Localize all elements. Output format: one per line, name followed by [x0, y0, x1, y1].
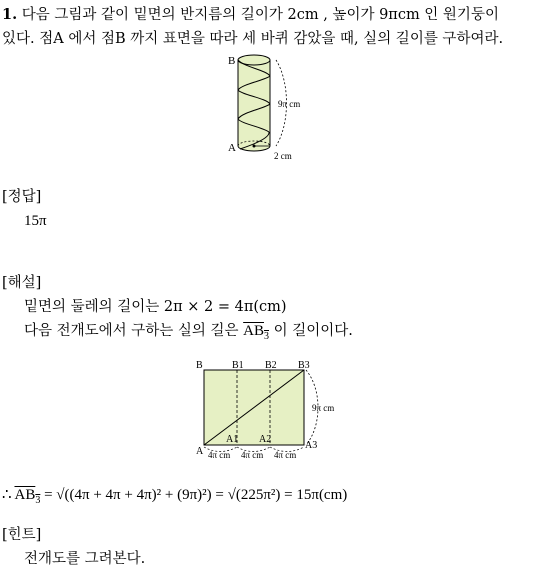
net-label-b: B: [196, 360, 203, 371]
problem-number: 1.: [2, 6, 18, 23]
hint-heading: [힌트]: [2, 527, 42, 543]
height-label: 9π cm: [278, 99, 301, 109]
net-figure: [194, 354, 374, 464]
net-label-a1: A1: [226, 434, 239, 445]
net-label-a2: A2: [259, 434, 272, 445]
explanation-line-2: [24, 324, 353, 342]
net-dim-2: 4π cm: [241, 450, 264, 460]
net-dim-3: 4π cm: [274, 450, 297, 460]
answer-value: 15π: [24, 213, 47, 229]
explanation-line-2-post: 이 길이이다.: [273, 323, 353, 339]
answer-heading: [정답]: [2, 189, 42, 205]
explanation-line-1: 밑면의 둘레의 길이는 2π × 2 = 4π(cm): [24, 299, 287, 315]
label-a: A: [228, 142, 236, 154]
label-b: B: [228, 55, 236, 67]
conclusion-expression: = √((4π + 4π + 4π)² + (9π)²) = √(225π²) = 15π(cm): [40, 487, 348, 503]
center-point: [253, 145, 256, 148]
conclusion-formula: [2, 488, 347, 506]
hint-text: 전개도를 그려본다.: [24, 551, 146, 567]
segment-ab3: $AB_3$: [243, 323, 269, 342]
net-side-label: 9π cm: [312, 403, 335, 413]
net-label-b2: B2: [265, 360, 277, 371]
net-label-b1: B1: [232, 360, 244, 371]
conclusion-segment: $AB_3$: [14, 487, 41, 506]
problem-text-2: 있다. 점A 에서 점B 까지 표면을 따라 세 바퀴 감았을 때, 실의 길이를 구하여라.: [2, 31, 504, 47]
net-label-b3: B3: [298, 360, 310, 371]
radius-label: 2 cm: [274, 151, 292, 161]
cylinder-figure: [222, 52, 312, 162]
problem-line-2: [2, 32, 503, 47]
net-label-a: A: [196, 446, 204, 457]
explanation-heading: [해설]: [2, 275, 42, 291]
problem-line-1: [2, 8, 499, 23]
net-label-a3: A3: [305, 440, 318, 451]
explanation-line-2-pre: 다음 전개도에서 구하는 실의 길은: [24, 323, 239, 339]
net-dim-1: 4π cm: [208, 450, 231, 460]
therefore-symbol: ∴: [2, 487, 12, 503]
problem-text-1: 다음 그림과 같이 밑면의 반지름의 길이가 2cm , 높이가 9πcm 인 원기둥이: [21, 7, 499, 23]
